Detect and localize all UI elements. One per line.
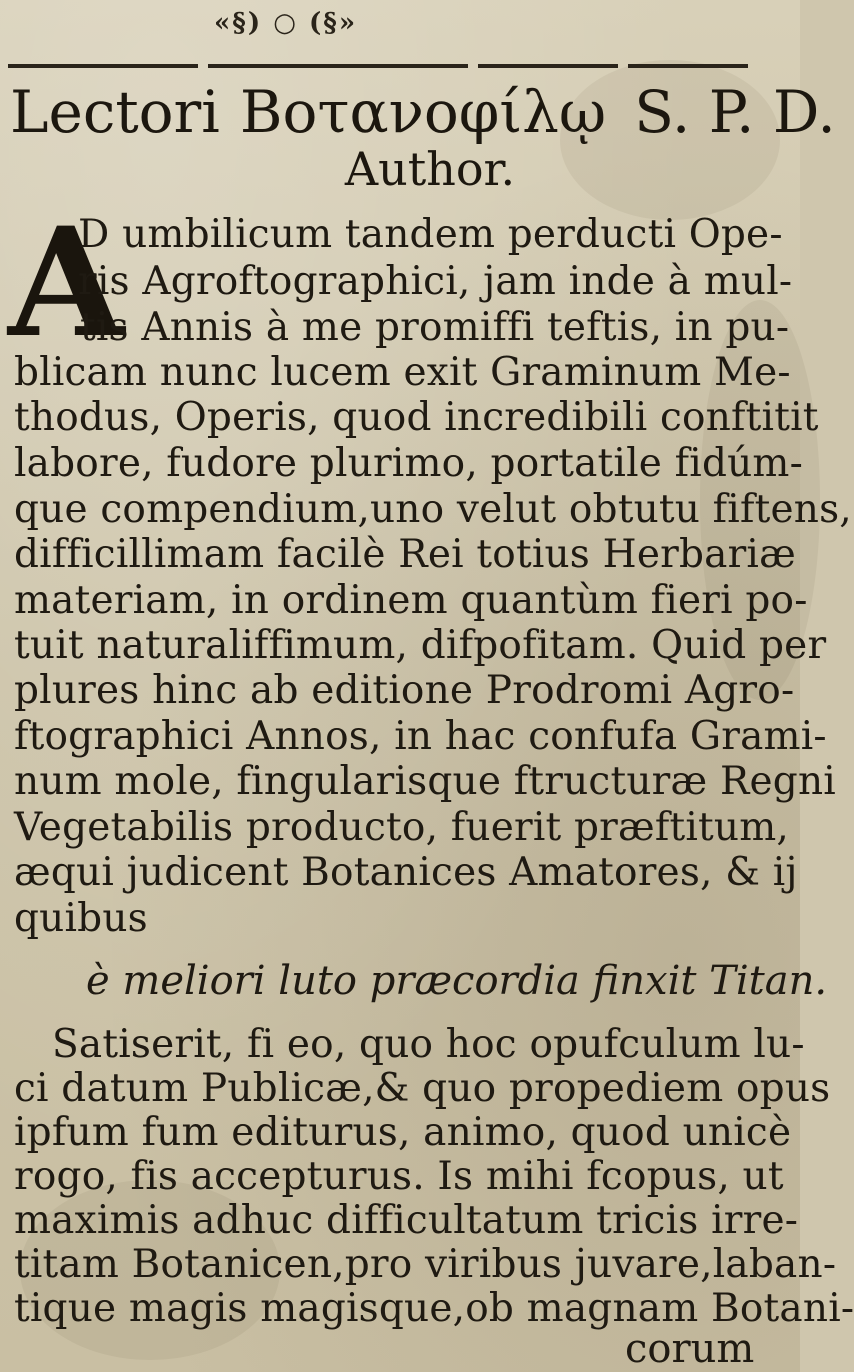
text-line: ipfum fum editurus, animo, quod unicè [14, 1110, 792, 1155]
text-line: titam Botanicen,pro viribus juvare,laban- [14, 1242, 837, 1287]
heading-lectori: Lectori [10, 78, 220, 146]
text-line: materiam, in ordinem quantùm fieri po- [14, 578, 808, 623]
text-line: tuit naturaliffimum, difpofitam. Quid per [14, 623, 827, 668]
heading-greek: Βοτανοφίλῳ [239, 78, 607, 146]
text-line: rogo, fis accepturus. Is mihi fcopus, ut [14, 1154, 784, 1199]
header-rule [478, 64, 618, 68]
header-ornament: «§) ○ (§» [214, 8, 358, 38]
text-line: num mole, fingularisque ftructuræ Regni [14, 759, 836, 804]
drop-cap: A [8, 195, 125, 371]
text-line: que compendium,uno velut obtutu fiftens, [14, 487, 852, 532]
text-line: Vegetabilis producto, fuerit præftitum, [14, 805, 790, 850]
header-rule [8, 64, 198, 68]
verse-quote: è meliori luto præcordia finxit Titan. [86, 958, 828, 1004]
text-line: ftographici Annos, in hac confufa Grami- [14, 714, 827, 759]
header-rule [628, 64, 748, 68]
text-line: thodus, Operis, quod incredibili conftitit [14, 395, 819, 440]
text-line: maximis adhuc difficultatum tricis irre- [14, 1198, 799, 1243]
text-line: labore, fudore plurimo, portatile fidúm- [14, 441, 803, 486]
header-rule [208, 64, 468, 68]
text-line: blicam nunc lucem exit Graminum Me- [14, 350, 791, 395]
text-line: tique magis magisque,ob magnam Botani- [14, 1286, 854, 1331]
text-line: plures hinc ab editione Prodromi Agro- [14, 668, 795, 713]
text-line: Satiserit, fi eo, quo hoc opufculum lu- [52, 1022, 805, 1067]
text-line: tis Annis à me promiffi teftis, in pu- [80, 305, 790, 350]
text-line: difficillimam facilè Rei totius Herbariæ [14, 532, 796, 577]
text-line: quibus [14, 896, 148, 941]
heading-initials: S. P. D. [634, 78, 836, 146]
text-line: æqui judicent Botanices Amatores, & ij [14, 850, 798, 895]
text-line: D umbilicum tandem perducti Ope- [78, 212, 783, 257]
heading-author: Author. [344, 142, 516, 196]
catchword: corum [625, 1326, 755, 1372]
text-line: ris Agroftographici, jam inde à mul- [78, 259, 793, 304]
text-line: ci datum Publicæ,& quo propediem opus [14, 1066, 831, 1111]
page-heading [10, 78, 836, 146]
